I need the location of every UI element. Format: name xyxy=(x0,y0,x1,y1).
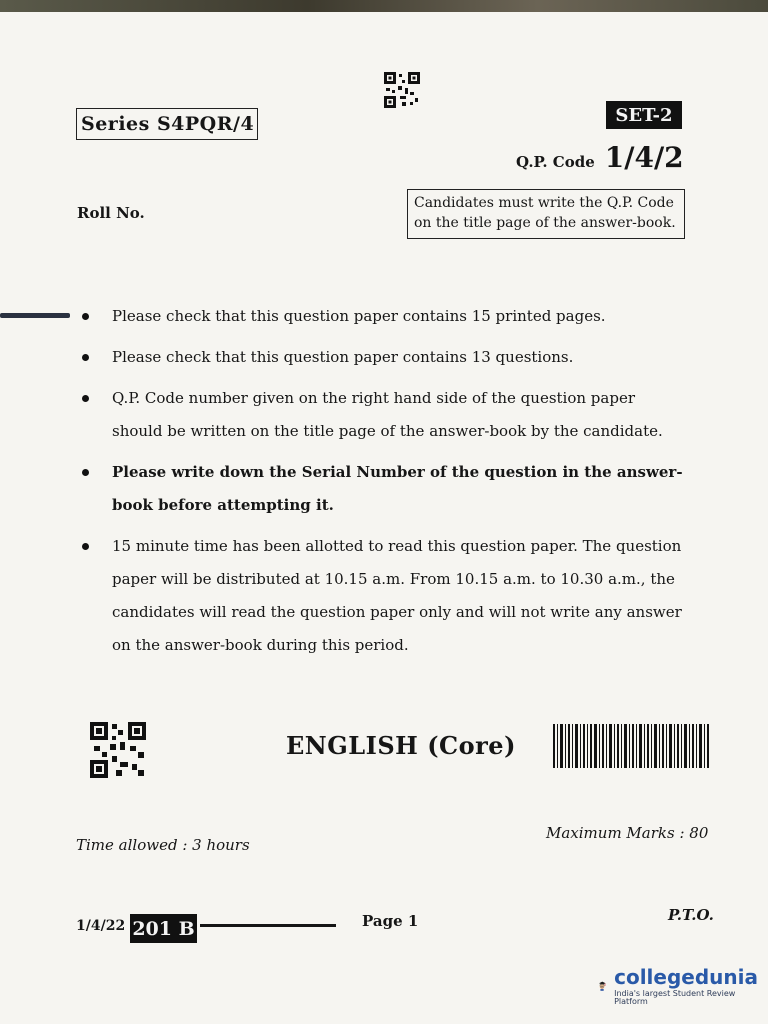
instruction-item xyxy=(78,530,690,662)
barcode-icon xyxy=(553,724,709,768)
footer-rule xyxy=(200,924,336,927)
qp-code xyxy=(516,141,684,174)
mascot-icon xyxy=(598,966,606,1006)
bullet-icon xyxy=(82,469,89,476)
instruction-item xyxy=(78,300,690,333)
qp-code-value: 1/4/2 xyxy=(604,141,684,174)
subject-title: ENGLISH (Core) xyxy=(286,731,516,760)
set-badge: SET-2 xyxy=(606,101,682,129)
instruction-item xyxy=(78,456,690,522)
footer-code: 1/4/22 xyxy=(76,918,126,934)
pen-mark xyxy=(0,313,70,318)
time-allowed: Time allowed : 3 hours xyxy=(76,836,250,854)
roll-no-label: Roll No. xyxy=(77,204,145,222)
maximum-marks: Maximum Marks : 80 xyxy=(546,824,709,842)
instructions-list xyxy=(78,300,690,670)
page-number: Page 1 xyxy=(362,912,419,930)
instruction-text: Please check that this question paper contains 15 printed pages. xyxy=(112,307,606,325)
bullet-icon xyxy=(82,354,89,361)
qr-code-small-icon xyxy=(384,72,420,108)
top-background-strip xyxy=(0,0,768,12)
collegedunia-tagline: India's largest Student Review Platform xyxy=(614,988,736,1006)
candidates-note-box: Candidates must write the Q.P. Code on the title page of the answer-book. xyxy=(407,189,685,239)
instruction-text: Q.P. Code number given on the right hand side of the question paper should be written on the title page of the answer-book by the candidate. xyxy=(112,389,663,440)
pto-label: P.T.O. xyxy=(668,906,714,924)
instruction-text: Please write down the Serial Number of the question in the answer-book before attempting it. xyxy=(112,463,683,514)
qp-code-label: Q.P. Code xyxy=(516,153,595,171)
footer-badge: 201 B xyxy=(130,914,197,943)
instruction-text: 15 minute time has been allotted to read this question paper. The question paper will be distributed at 10.15 a.m. From 10.15 a.m. to 10.30 a.m., the candidates will read the question paper only and will not write any answer on the answer-book during this period. xyxy=(112,537,682,654)
instruction-item xyxy=(78,382,690,448)
instruction-text: Please check that this question paper contains 13 questions. xyxy=(112,348,574,366)
collegedunia-watermark xyxy=(598,964,758,1008)
series-label xyxy=(76,108,258,140)
series-text: Series S4PQR/4 xyxy=(81,113,255,135)
bullet-icon xyxy=(82,543,89,550)
collegedunia-name: collegedunia xyxy=(614,964,758,989)
bullet-icon xyxy=(82,313,89,320)
instruction-item xyxy=(78,341,690,374)
qr-code-large-icon xyxy=(90,722,146,778)
bullet-icon xyxy=(82,395,89,402)
